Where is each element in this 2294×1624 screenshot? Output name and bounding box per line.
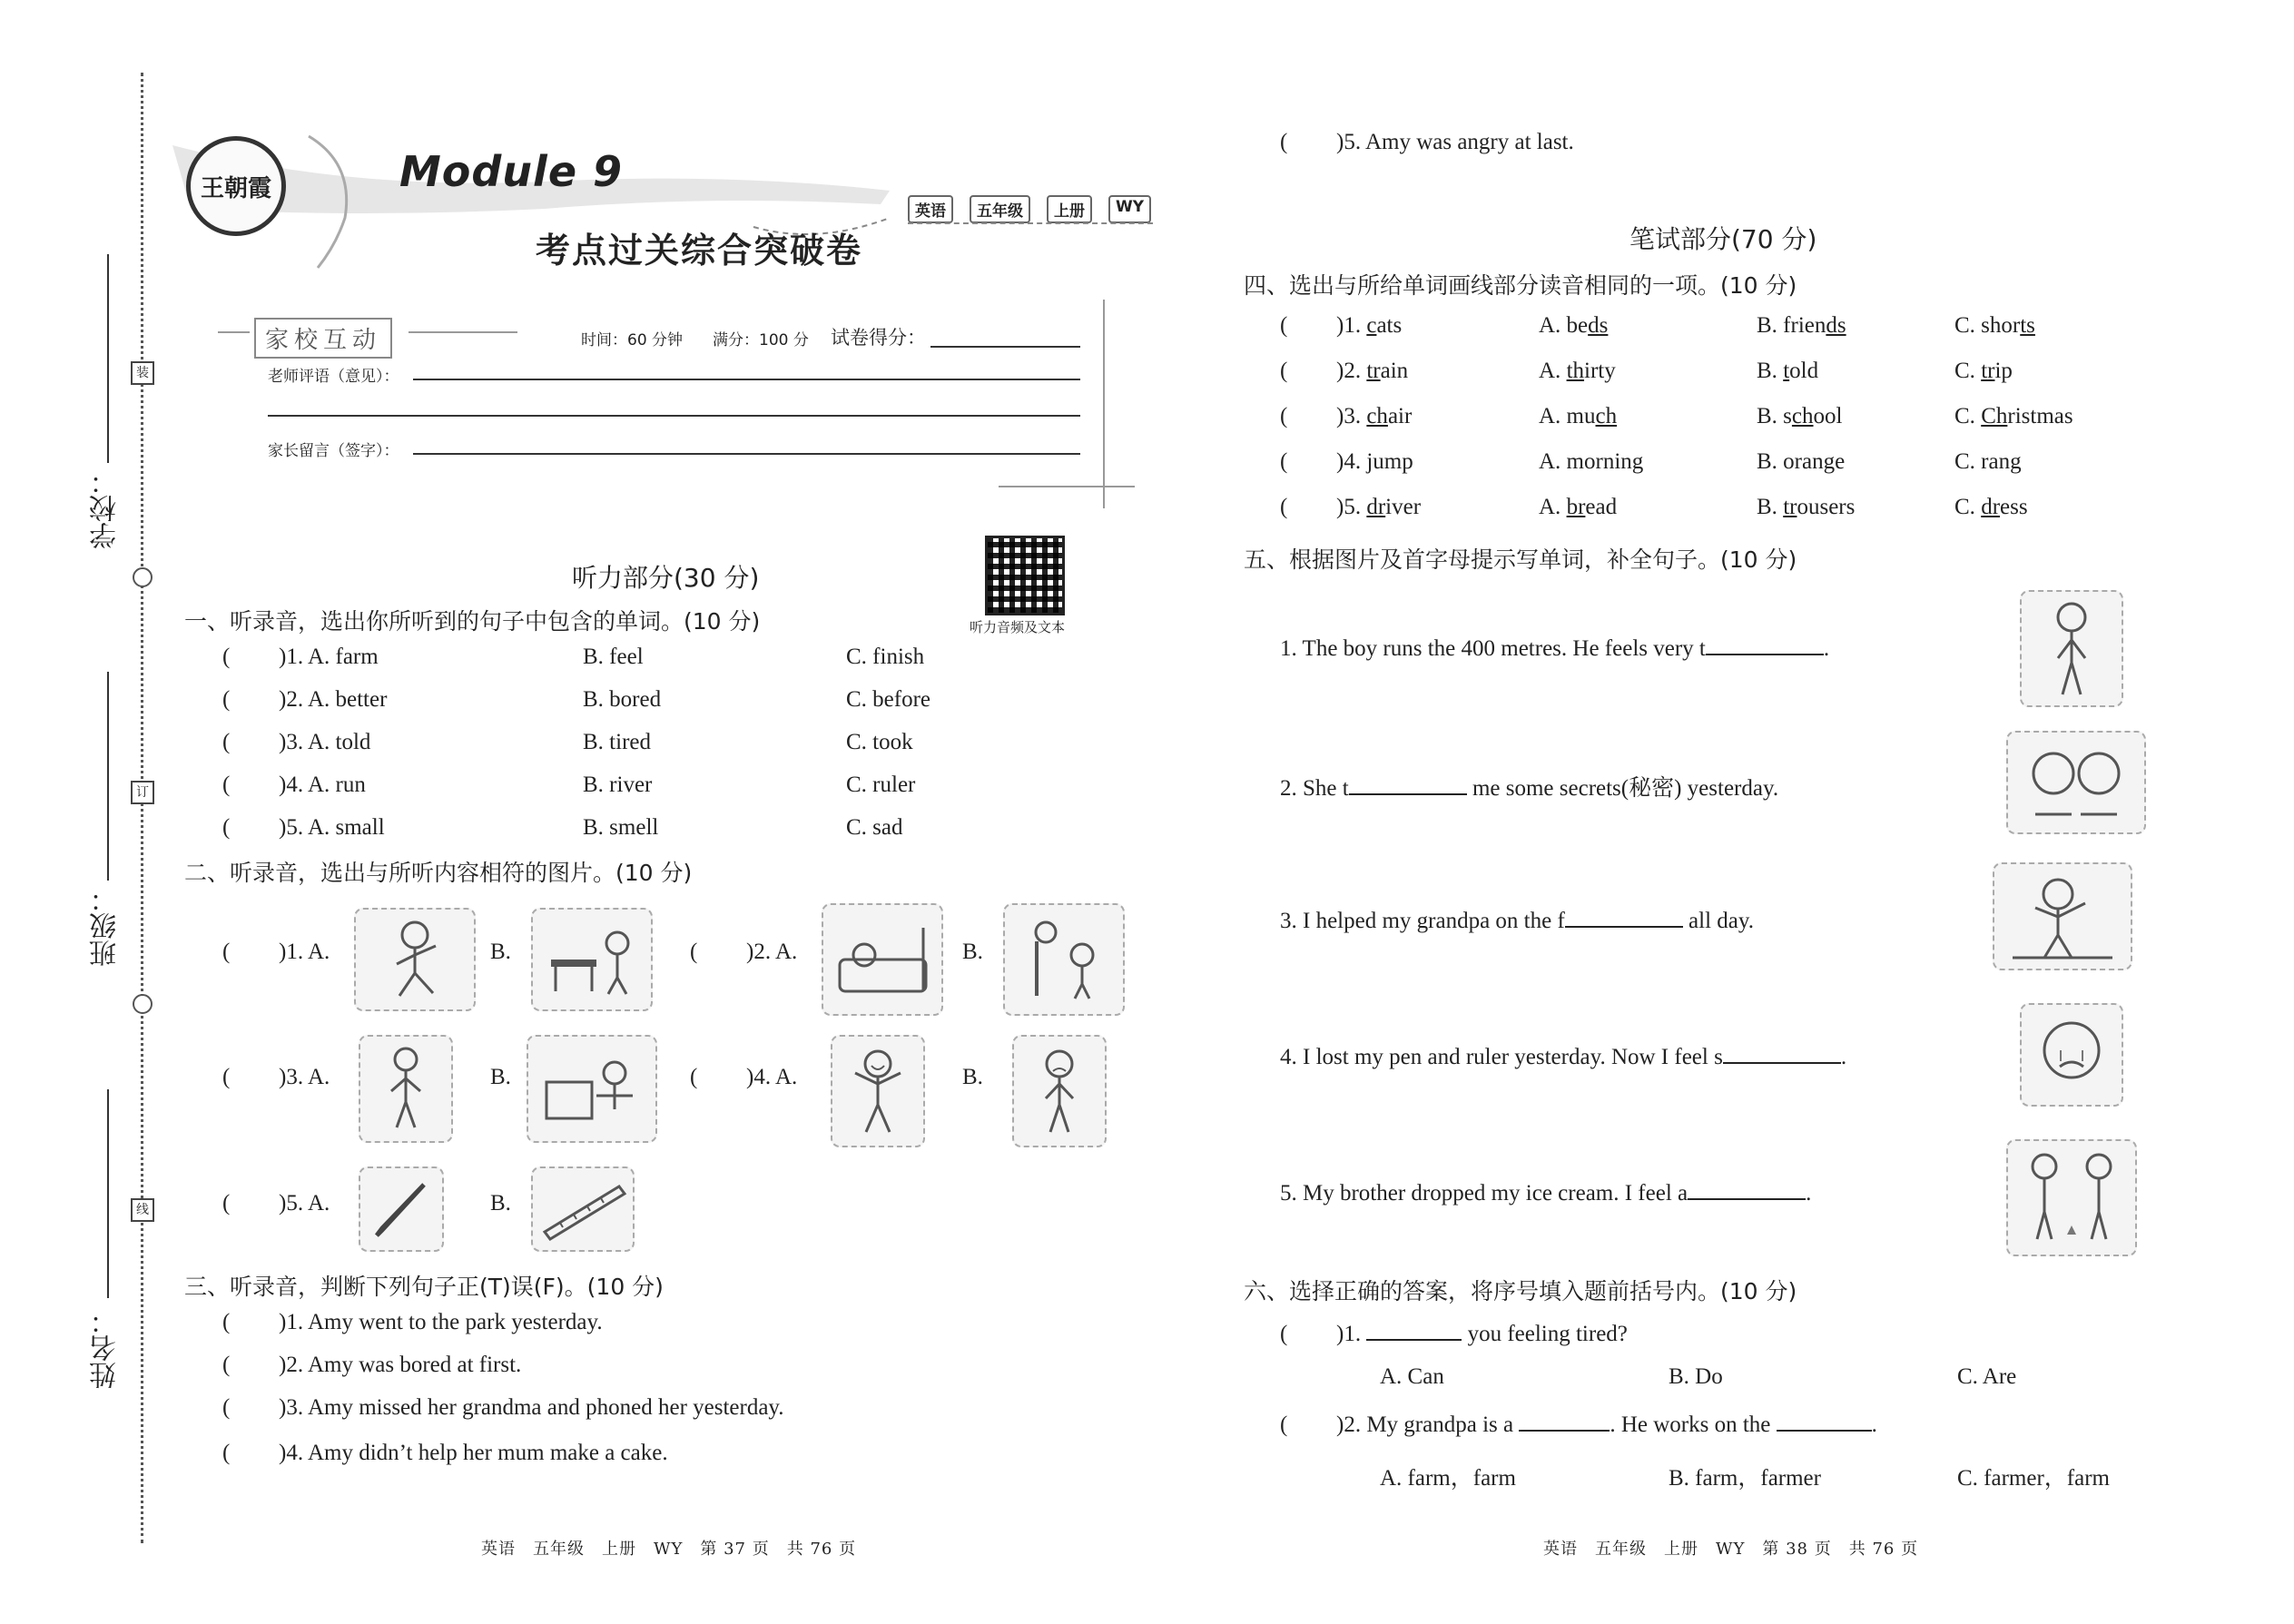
crying-girl-icon: [2020, 1003, 2123, 1107]
score-label: 试卷得分：: [831, 327, 926, 349]
full-score: 满分：100 分: [713, 331, 809, 349]
binding-ring: [133, 994, 153, 1014]
answer-blank[interactable]: [1565, 906, 1683, 928]
box-decor-line: [1103, 300, 1105, 508]
exam-time: 时间：60 分钟: [581, 331, 684, 349]
list-item: 3. I helped my grandpa on the f all day.: [1280, 906, 1754, 934]
qr-caption: 听力音频及文本: [970, 619, 1066, 635]
parent-comment-field[interactable]: [413, 433, 1080, 455]
page-subtitle: 考点过关综合突破卷: [536, 230, 863, 271]
sad-girl-icon: [1012, 1035, 1107, 1147]
ruler-icon: [531, 1166, 635, 1252]
binding-ring: [133, 567, 153, 587]
list-item: ( )1. A.: [222, 940, 330, 964]
left-page-footer: 英语 五年级 上册 WY 第 37 页 共 76 页: [481, 1540, 857, 1559]
option-b-label: B.: [490, 1191, 511, 1216]
tag-subject: 英语: [908, 195, 953, 223]
list-item: ( )5. Amy was angry at last.: [1280, 130, 1574, 154]
option-b-label: B.: [490, 940, 511, 964]
header-tags: [908, 195, 1151, 223]
answer-blank[interactable]: [1706, 634, 1824, 655]
list-item: ( )3. A.: [222, 1065, 330, 1089]
name-label: 姓名：: [90, 1307, 122, 1389]
teacher-comment-field[interactable]: [413, 359, 1080, 380]
part2-heading: 二、听录音，选出与所听内容相符的图片。(10 分): [184, 860, 693, 886]
option-b-label: B.: [490, 1065, 511, 1089]
home-school-title: 家校互动: [254, 318, 392, 359]
answer-blank[interactable]: [1777, 1410, 1872, 1432]
seal-xian: 线: [131, 1198, 154, 1222]
answer-blank[interactable]: [1688, 1178, 1806, 1200]
list-item: 5. My brother dropped my ice cream. I feel a .: [1280, 1178, 1811, 1206]
class-label: 班级：: [90, 885, 122, 967]
list-item: ( )2. Amy was bored at first.: [222, 1353, 522, 1377]
options-row: A. Can B. Do C. Are: [1380, 1364, 2017, 1389]
child-in-bed-icon: [822, 903, 943, 1016]
part1-heading: 一、听录音，选出你所听到的句子中包含的单词。(10 分): [184, 608, 761, 635]
boy-farm-icon: [1993, 862, 2132, 970]
part4-heading: 四、选出与所给单词画线部分读音相同的一项。(10 分): [1244, 272, 1797, 299]
school-line: [107, 254, 109, 463]
list-item: ( )4. A. run B. river C. ruler: [222, 773, 916, 797]
part3-heading: 三、听录音，判断下列句子正(T)误(F)。(10 分): [184, 1274, 664, 1300]
boy-standing-icon: [359, 1035, 453, 1143]
option-b-label: B.: [962, 940, 983, 964]
list-item: ( )3. chair A. much B. school C. Christmas: [1280, 404, 2073, 428]
written-section-title: 笔试部分(70 分): [1629, 224, 1817, 254]
angry-children-icon: [2006, 1139, 2137, 1256]
tired-boy-icon: [2020, 590, 2123, 707]
list-item: 1. The boy runs the 400 metres. He feels very t .: [1280, 634, 1829, 662]
tag-term: 上册: [1047, 195, 1092, 223]
part5-heading: 五、根据图片及首字母提示写单词，补全句子。(10 分): [1244, 546, 1797, 573]
list-item: ( )4. jump A. morning B. orange C. rang: [1280, 449, 2022, 474]
list-item: ( )1. you feeling tired?: [1280, 1319, 1628, 1347]
header-divider: [908, 222, 1153, 224]
part1-list: [222, 645, 930, 858]
module-title: Module 9: [399, 147, 624, 196]
right-page-footer: 英语 五年级 上册 WY 第 38 页 共 76 页: [1543, 1540, 1919, 1559]
answer-blank[interactable]: [1349, 773, 1467, 795]
listening-section-title: 听力部分(30 分): [572, 563, 760, 593]
seal-ding: 订: [131, 781, 154, 804]
list-item: ( )2. A. better B. bored C. before: [222, 687, 931, 712]
boy-running-icon: [354, 908, 476, 1011]
name-line: [107, 1089, 109, 1298]
boy-reading-icon: [527, 1035, 657, 1143]
list-item: ( )1. A. farm B. feel C. finish: [222, 645, 925, 669]
qr-code[interactable]: [985, 536, 1065, 615]
part4-list: [1280, 313, 2073, 540]
list-item: ( )1. Amy went to the park yesterday.: [222, 1310, 603, 1334]
list-item: ( )2. My grandpa is a . He works on the .: [1280, 1410, 1877, 1438]
box-decor-line: [218, 331, 250, 333]
list-item: 2. She t me some secrets(秘密) yesterday.: [1280, 770, 1778, 802]
list-item: ( )5. A.: [222, 1191, 330, 1216]
part3-list: [222, 1310, 784, 1483]
list-item: ( )3. Amy missed her grandma and phoned her yesterday.: [222, 1395, 784, 1420]
school-label: 学校：: [90, 468, 122, 549]
option-b-label: B.: [962, 1065, 983, 1089]
answer-blank[interactable]: [1723, 1042, 1841, 1064]
options-row: A. farm，farm B. farm，farmer C. farmer，farm: [1380, 1466, 2110, 1491]
answer-blank[interactable]: [1519, 1410, 1610, 1432]
list-item: ( )2. A.: [690, 940, 798, 964]
tag-grade: 五年级: [970, 195, 1030, 223]
list-item: ( )3. A. told B. tired C. took: [222, 730, 913, 754]
tag-edition: WY: [1108, 195, 1151, 223]
girl-basketball-icon: [1003, 903, 1125, 1016]
list-item: ( )5. A. small B. smell C. sad: [222, 815, 903, 840]
part6-heading: 六、选择正确的答案，将序号填入题前括号内。(10 分): [1244, 1278, 1797, 1304]
class-line: [107, 672, 109, 881]
parent-comment-label: 家长留言（签字）：: [268, 442, 399, 460]
box-decor-line: [409, 331, 517, 333]
list-item: ( )4. A.: [690, 1065, 798, 1089]
binding-dotted-line: [141, 73, 143, 1543]
seal-zhuang: 装: [131, 361, 154, 385]
publisher-logo: 王朝霞: [186, 136, 286, 236]
teacher-comment-field-2[interactable]: [268, 395, 1080, 417]
box-decor-line: [999, 486, 1135, 487]
girl-at-table-icon: [531, 908, 653, 1011]
list-item: ( )5. driver A. bread B. trousers C. dress: [1280, 495, 2028, 519]
happy-girl-icon: [831, 1035, 925, 1147]
answer-blank[interactable]: [1366, 1319, 1462, 1341]
list-item: ( )1. cats A. beds B. friends C. shorts: [1280, 313, 2035, 338]
whispering-girls-icon: [2006, 731, 2146, 834]
pen-icon: [359, 1166, 444, 1252]
list-item: 4. I lost my pen and ruler yesterday. Now I feel s .: [1280, 1042, 1846, 1070]
list-item: ( )2. train A. thirty B. told C. trip: [1280, 359, 2013, 383]
score-field[interactable]: [930, 322, 1080, 348]
teacher-comment-label: 老师评语（意见）：: [268, 368, 399, 386]
list-item: ( )4. Amy didn’t help her mum make a cake.: [222, 1441, 668, 1465]
